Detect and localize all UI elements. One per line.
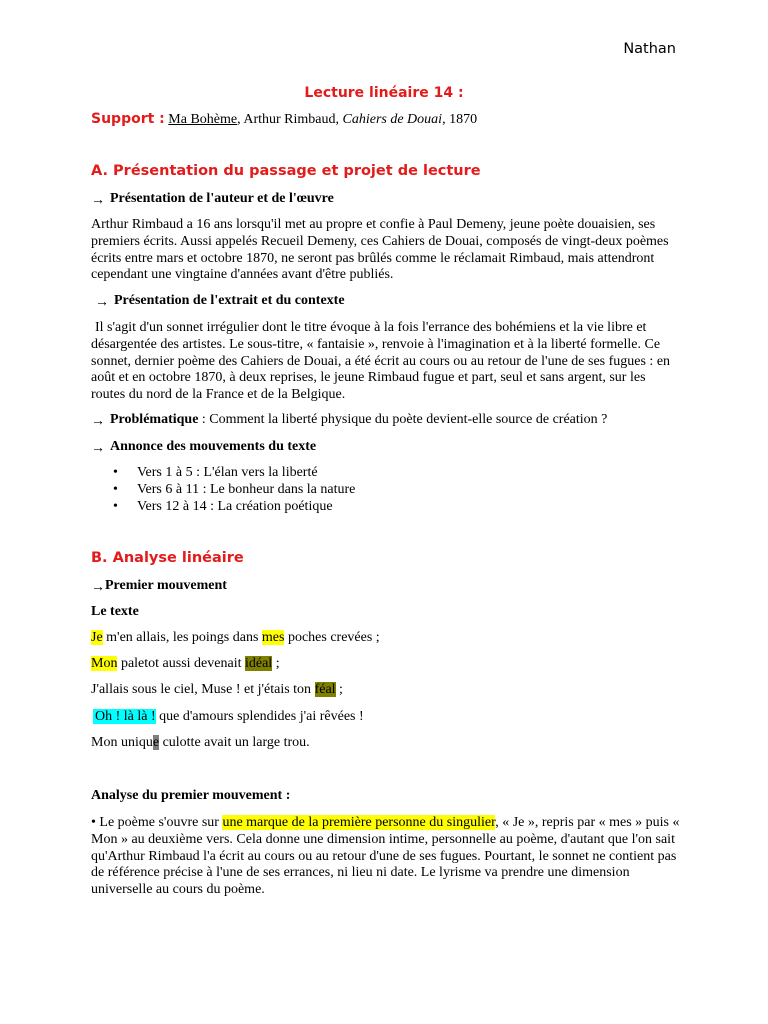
verse-line [91,656,280,672]
highlight-gray: e [152,735,160,750]
verse-line [91,682,343,698]
verse-text: culotte avait un large trou. [159,735,310,750]
paragraph-author-work: Arthur Rimbaud a 16 ans lorsqu'il met au propre et confie à Paul Demeny, jeune poète douaisien, ses premiers écrits. Aussi appelés Recueil Demeny, ces Cahiers de Douai, composés de vingt-deux poèmes écrits entre mars et octobre 1870, ne seront pas brûlés comme le réclamait Rimbaud, mais attendront cependant une vingtaine d'années avant d'être publiés. [91,217,669,283]
paragraph-extract-context: Il s'agit d'un sonnet irrégulier dont le titre évoque à la fois l'errance des bohémiens et la vie libre et désargentée des artistes. Le sous-titre, « fantaisie », renvoie à l'imagination et à la liberté formelle. Ce sonnet, dernier poème des Cahiers de Douai, a été écrit au cours ou au retour de l'une de ses fugues : en août et en octobre 1870, à deux reprises, le jeune Rimbaud fugue et part, seul et sans argent, sur les routes du nord de la France et de la Belgique. [91,320,671,403]
section-a-heading: A. Présentation du passage et projet de lecture [91,163,481,179]
text-label: Le texte [91,604,139,619]
list-item [91,499,355,516]
arrow-icon: → [95,295,109,310]
support-poem-title: Ma Bohème [168,112,238,127]
analysis-label: Analyse du premier mouvement : [91,788,291,803]
list-item-text: Vers 1 à 5 : L'élan vers la liberté [137,465,318,480]
highlight-cyan: Oh ! là là ! [95,709,156,724]
support-label: Support : [91,111,165,127]
verse-line [91,630,380,646]
verse-text: que d'amours splendides j'ai rêvées ! [155,709,364,724]
subheading-label: Annonce des mouvements du texte [110,439,317,454]
arrow-icon: → [91,580,105,595]
verse-text: J'allais sous le ciel, Muse ! et j'étais ton [91,682,315,697]
highlight-yellow: une marque de la première personne du singulier [222,815,496,830]
problematique-label: Problématique [110,412,199,427]
verse-text: poches crevées ; [284,630,380,645]
verse-line [93,709,364,725]
highlight-olive: féal [314,682,336,697]
problematique-text: : Comment la liberté physique du poète devient-elle source de création ? [198,412,608,427]
arrow-icon: → [91,441,105,456]
verse-line [91,735,310,751]
list-item-text: Vers 12 à 14 : La création poétique [137,498,333,514]
document-title: Lecture linéaire 14 : [304,85,464,101]
author-name: Nathan [623,41,676,57]
highlight-yellow: Je [91,630,103,645]
support-year: , 1870 [442,112,478,127]
problematique-line [91,412,607,428]
highlight-olive: idéal [244,656,273,671]
analysis-text: • Le poème s'ouvre sur [91,815,223,830]
subheading-label: Présentation de l'extrait et du contexte [114,293,345,308]
support-line [91,111,477,128]
subheading-first-movement [91,578,227,594]
subheading-author-work [91,191,334,207]
subheading-label: Présentation de l'auteur et de l'œuvre [110,191,334,206]
analysis-text: , « Je », repris par « mes » puis « Mon » au deuxième vers. Cela donne une dimension intime, personnelle au poème, d'autant que l'on sait qu'Arthur Rimbaud l'a écrit au cours ou au retour d'une de ses fugues. Pourtant, le sonnet ne contient pas de référence précise à l'une de ses errances, ni lieu ni date. Le lyrisme va prendre une dimension universelle au cours du poème. [91,815,680,898]
list-item-text: Vers 6 à 11 : Le bonheur dans la nature [137,481,356,497]
list-item [91,465,355,482]
bullet-icon: • [113,481,118,497]
movements-list [91,465,355,515]
verse-text: m'en allais, les poings dans [102,630,262,645]
arrow-icon: → [91,414,105,429]
subheading-extract-context [95,293,345,309]
verse-text: Mon uniqu [91,735,153,750]
highlight-yellow: mes [261,630,285,645]
bullet-icon: • [113,498,118,514]
list-item [91,482,355,499]
verse-text: ; [272,656,280,671]
support-author: , Arthur Rimbaud, [237,112,343,127]
bullet-icon: • [113,465,118,480]
highlight-yellow: Mon [91,656,118,671]
verse-text: ; [335,682,343,697]
verse-text: paletot aussi devenait [117,656,245,671]
section-b-heading: B. Analyse linéaire [91,550,244,566]
analysis-paragraph [91,815,681,899]
subheading-label: Premier mouvement [105,578,227,593]
arrow-icon: → [91,193,105,208]
support-book: Cahiers de Douai [342,112,443,127]
subheading-movements [91,439,316,455]
